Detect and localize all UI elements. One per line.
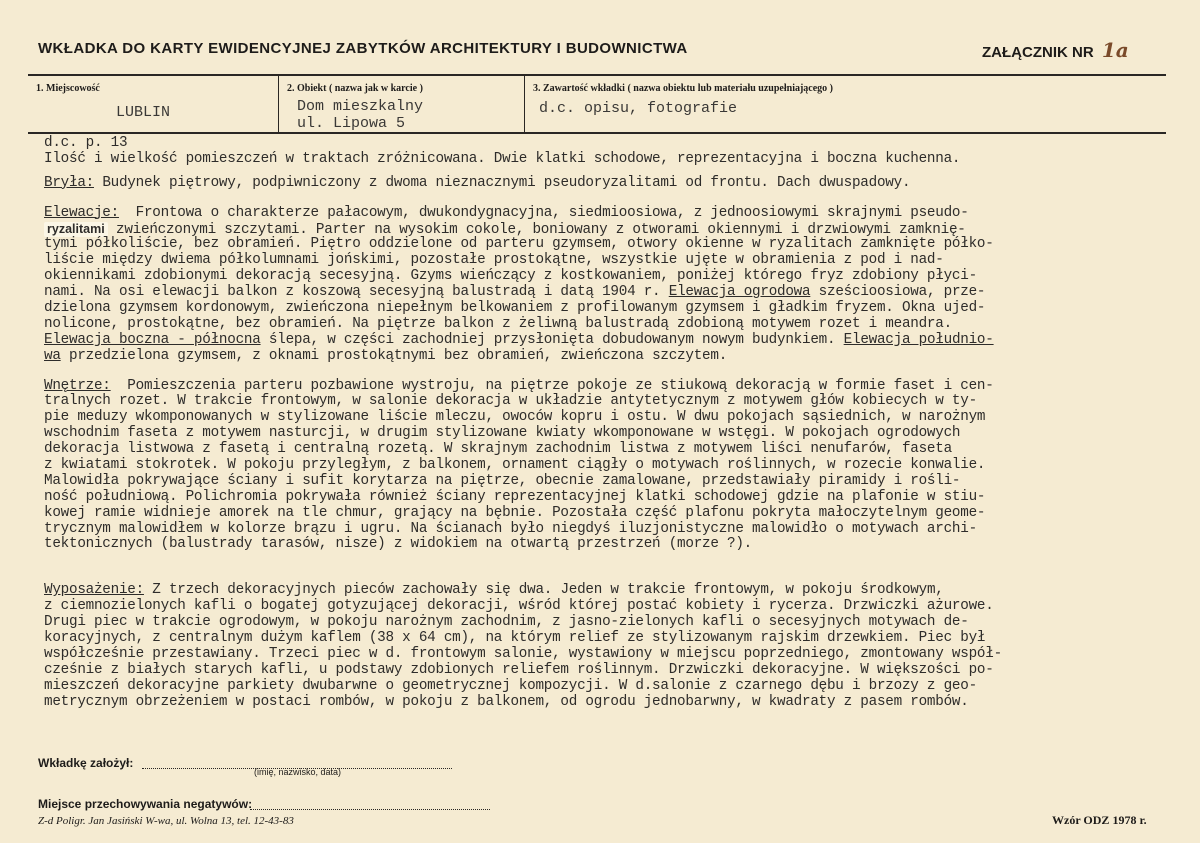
section-heading: Elewacje: — [44, 204, 119, 221]
subheading-ogrodowa: Elewacja ogrodowa — [668, 284, 811, 301]
text-line — [44, 553, 1194, 569]
subheading-poludniowa: Elewacja południo- — [843, 331, 994, 348]
field-label: 3. Zawartość wkładki ( nazwa obiektu lub materiału uzupełniającego ) — [533, 83, 834, 94]
text-line: okiennikami zdobionymi dekoracją secesyjną. Gzyms wieńczący z kostkowaniem, poniżej którego fryz zdobiony płyci- — [44, 268, 977, 285]
field-locality — [28, 76, 278, 132]
text-line: Malowidła pokrywające ściany i sufit korytarza na piętrze, obecnie zamalowane, przedstawiały piramidy i rośli- — [44, 472, 961, 489]
text-line: dzielona gzymsem kordonowym, zwieńczona niepełnym belkowaniem z profilowanym gzymsem i gładkim fryzem. Okna ujed- — [44, 300, 986, 317]
section-wnetrze — [44, 379, 1194, 395]
form-model: Wzór ODZ 1978 r. — [1052, 813, 1147, 827]
field-value — [297, 98, 423, 132]
section-wyposazenie — [44, 583, 1194, 599]
object-name: Dom mieszkalny — [297, 98, 424, 115]
printer-imprint: Z-d Poligr. Jan Jasiński W-wa, ul. Wolna 13, tel. 12-43-83 — [38, 815, 294, 827]
field-object — [278, 76, 525, 132]
subheading-boczna: Elewacja boczna - północna — [44, 331, 261, 348]
text-line — [44, 333, 1194, 349]
negatives-location-line — [250, 808, 490, 810]
section-heading: Wnętrze: — [44, 377, 111, 394]
insert-author-hint: (imię, nazwisko, data) — [254, 767, 342, 777]
text-line: z ciemnozielonych kafli o bogatej gotyzującej dekoracji, wśród której postać kobiety i rycerza. Drzwiczki ażurowe. — [44, 598, 994, 615]
section-elewacje — [44, 206, 1194, 222]
text-line: metrycznym obrzeżeniem w postaci rombów, w pokoju z balkonem, od ogrodu jednobarwny, w kwadraty z pasem rombów. — [44, 693, 969, 710]
text-line: ność południową. Polichromia pokrywała również ściany reprezentacyjnej klatki schodowej gdzie na plafonie w stiu- — [44, 488, 986, 505]
section-text: Z trzech dekoracyjnych pieców zachowały się dwa. Jeden w trakcie frontowym, w pokoju środkowym, — [143, 582, 944, 599]
field-label: 2. Obiekt ( nazwa jak w karcie ) — [287, 83, 423, 94]
form-title: WKŁADKA DO KARTY EWIDENCYJNEJ ZABYTKÓW ARCHITEKTURY I BUDOWNICTWA — [38, 40, 688, 57]
text-line: tralnych rozet. W trakcie frontowym, w salonie dekoracja w układzie antytetycznym z motywem głów kobiecych w ty- — [44, 393, 977, 410]
text-line: kowej ramie widnieje amorek na tle chmur, grający na bębnie. Pozostała część plafonu pokryta małoczytelnym geome- — [44, 504, 986, 521]
object-address: ul. Lipowa 5 — [297, 115, 406, 132]
field-contents — [524, 76, 1167, 132]
text-line: tektonicznych (balustrady tarasów, nisze) z widokiem na otwartą przestrzeń (morze ?). — [44, 536, 753, 553]
text-line: współcześnie przestawiany. Trzeci piec w d. frontowym salonie, wystawiony w miejscu poprzedniego, zmontowany współ- — [44, 645, 1002, 662]
text-span: przedzielona gzymsem, z oknami prostokątnymi bez obramień, zwieńczona szczytem. — [60, 347, 728, 364]
attachment-number — [982, 38, 1129, 62]
field-value: LUBLIN — [116, 104, 171, 121]
text-line: nolicone, prostokątne, bez obramień. Na piętrze balkon z żeliwną balustradą zdobioną motywem rozet i meandra. — [44, 315, 952, 332]
text-line: koracyjnych, z centralnym dużym kaflem (38 x 64 cm), na którym relief ze stylizowanym rajskim drzewkiem. Piec był — [44, 629, 986, 646]
negatives-location-label: Miejsce przechowywania negatywów: — [38, 797, 253, 811]
text-line: trycznym malowidłem w kolorze brązu i ugru. Na ścianach było niegdyś iluzjonistyczne malowidło o motywach archi- — [44, 520, 977, 537]
section-text: Frontowa o charakterze pałacowym, dwukondygnacyjna, siedmioosiowa, z jednoosiowymi skrajnymi pseudo- — [118, 204, 969, 221]
attachment-handwritten-number: 1a — [1101, 38, 1129, 62]
text-line: mieszczeń dekoracyjne parkiety dwubarwne o geometrycznej kompozycji. W d.salonie z czarnego dębu i brzozy z geo- — [44, 677, 977, 694]
metadata-table — [28, 74, 1166, 134]
text-span: zwieńczonymi szczytami. Parter na wysokim cokole, boniowany z otworami okiennymi i drzwiowymi zamknię- — [107, 221, 966, 238]
text-span: sześcioosiowa, prze- — [810, 284, 986, 301]
subheading-poludniowa-cont: wa — [44, 347, 61, 364]
section-bryla — [44, 176, 1194, 192]
text-line: dekoracja listwowa z fasetą i centralną rozetą. W skrajnym zachodnim listwa z motywem liści nenufarów, faseta — [44, 441, 952, 458]
text-line: liście między dwiema półkolumnami jońskimi, pozostałe prostokątne, wszystkie ujęte w obramienia z pod i nad- — [44, 252, 944, 269]
section-heading: Bryła: — [44, 174, 94, 191]
text-line: d.c. p. 13 — [44, 135, 128, 151]
text-line: Ilość i wielkość pomieszczeń w traktach zróżnicowana. Dwie klatki schodowe, reprezentacyjna i boczna kuchenna. — [44, 150, 961, 167]
typed-description — [44, 136, 1194, 710]
text-span: nami. Na osi elewacji balkon z koszową secesyjną balustradą i datą 1904 r. — [44, 284, 661, 301]
insert-author-label: Wkładkę założył: — [38, 756, 134, 770]
pasted-word: ryzalitami — [44, 222, 108, 238]
section-heading: Wyposażenie: — [44, 582, 144, 599]
text-span: ślepa, w części zachodniej przysłonięta dobudowanym nowym budynkiem. — [260, 331, 844, 348]
section-text: Budynek piętrowy, podpiwniczony z dwoma nieznacznymi pseudoryzalitami od frontu. Dach dwuspadowy. — [93, 174, 911, 191]
text-line: Drugi piec w trakcie ogrodowym, w pokoju narożnym zachodnim, z jasno-zielonych kafli o secesyjnych motywach de- — [44, 614, 969, 631]
text-line: pie meduzy wkomponowanych w stylizowane liście mleczu, owoców kopru i ostu. W dwu pokojach sąsiednich, w narożnym — [44, 409, 986, 426]
text-line — [44, 222, 1194, 238]
section-text: Pomieszczenia parteru pozbawione wystroju, na piętrze pokoje ze stiukową dekoracją w formie faset i cen- — [110, 377, 994, 394]
text-line: wschodnim faseta z motywem nasturcji, w drugim stylizowane kwiaty wkomponowane w wstęgi. W pokojach ogrodowych — [44, 425, 961, 442]
field-label: 1. Miejscowość — [36, 83, 100, 94]
text-line: z kwiatami stokrotek. W pokoju przyległym, z balkonem, ornament ciągły o motywach roślinnych, w rozecie konwalie. — [44, 457, 986, 474]
text-line: tymi półkoliście, bez obramień. Piętro oddzielone od parteru gzymsem, otwory okienne w ryzalitach zamknięte półko- — [44, 236, 994, 253]
text-line — [44, 349, 1194, 365]
text-line — [44, 285, 1194, 301]
attachment-label: ZAŁĄCZNIK NR — [982, 44, 1094, 61]
field-value: d.c. opisu, fotografie — [539, 100, 738, 117]
text-line: cześnie z białych starych kafli, u podstawy zdobionych reliefem roślinnym. Drzwiczki dekoracyjne. W większości po- — [44, 661, 994, 678]
